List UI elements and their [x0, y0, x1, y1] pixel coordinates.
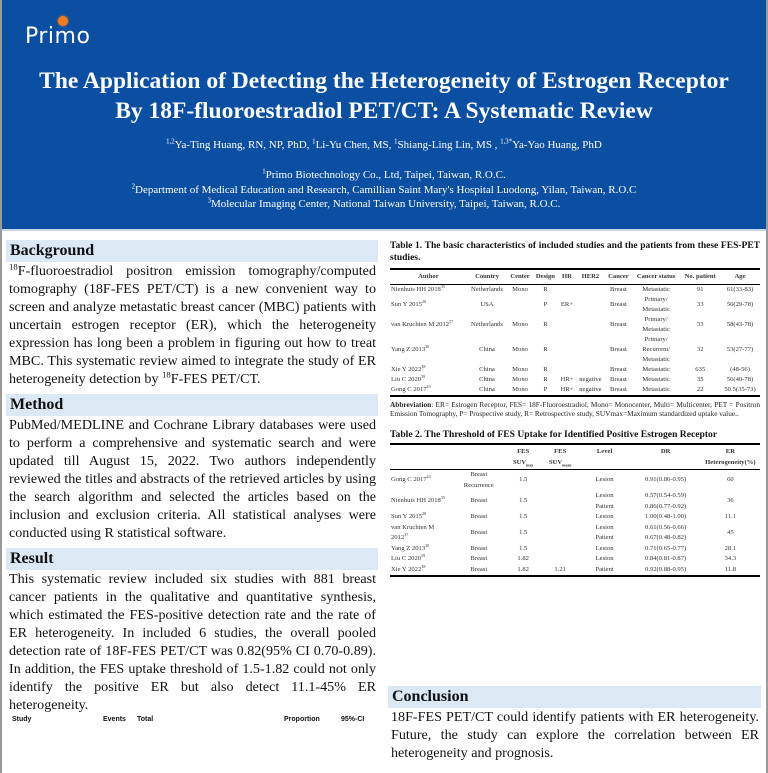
t2-col-suvmax	[505, 444, 542, 470]
reference-sup: 35	[440, 495, 445, 501]
result-text: This systematic review included six studies with 881 breast cancer patients in the qualitative and quantitative synthesis, which estimated the FES-positive detection rate and the rate of ER heterogeneity. In included 6 studies, the overall pooled detection rate of 18F-FES PET/CT was 0.82(95% CI 0.70-0.89). In addition, the FES uptake threshold of 1.5-1.82 could not only identify the positive ER but also detect 11.1-45% ER heterogeneity.	[9, 571, 376, 713]
t2-col-level	[579, 444, 631, 470]
t1-her2	[576, 335, 605, 365]
background-text-part: F-fluoroestradiol positron emission tomography/computed tomography (18F-FES PET/CT) is a new convenient way to screen and analyze metastatic breast cancer (MBC) patients with uncertain estrogen receptor (ER), which the heterogeneity expression has long been a problem in figuring out how to treat MBC. This systematic review aimed to integrate the study of ER heterogeneity detection by	[9, 263, 376, 387]
author-sup: 1	[394, 138, 398, 146]
t2-cancer: Breast	[470, 513, 488, 520]
table2-row	[390, 565, 760, 577]
t2-suvmax: 1.5	[519, 513, 528, 520]
t1-cancer: Breast	[610, 346, 627, 353]
level-label: Level	[596, 448, 613, 455]
t2-dr: 0.84(0.81-0.87)	[645, 555, 687, 562]
t2-col-cancer	[453, 444, 505, 470]
author-name: Ya-Yao Huang, PhD	[512, 139, 602, 151]
t1-cancer: Breast	[610, 321, 627, 328]
t1-center	[507, 295, 533, 315]
t1-col-header: Design	[533, 269, 558, 285]
author-name: Gong C 2017	[391, 476, 427, 484]
t1-hr	[558, 285, 576, 296]
reference-sup: 37	[449, 318, 454, 324]
isotope-sup: 18	[9, 261, 18, 272]
author-name: Li-Yu Chen, MS,	[315, 139, 395, 151]
conclusion-text: 18F-FES PET/CT could identify patients with ER heterogeneity. Future, the study can explore the correlation between ER heterogeneity and prognosis.	[391, 709, 759, 761]
author-name: Yang Z 2013	[391, 346, 426, 353]
table1	[390, 268, 760, 397]
t1-her2	[576, 365, 605, 375]
right-column	[390, 240, 760, 577]
t2-dr: 0.57(0.54-0.59)	[645, 492, 687, 499]
t1-col-header: Author	[390, 269, 467, 285]
conclusion-heading: Conclusion	[388, 686, 761, 708]
forest-col-total: Total	[137, 716, 154, 723]
table1-row	[390, 365, 760, 375]
t1-center: Mono	[512, 286, 528, 293]
t1-design: P	[543, 301, 548, 308]
t1-her2	[576, 315, 605, 335]
table1-row	[390, 335, 760, 365]
author-sup: 1,2	[166, 138, 175, 146]
table2-row	[390, 554, 760, 565]
reference-sup: 30	[425, 542, 430, 548]
t1-age: 56(29-78)	[726, 301, 754, 308]
table1-caption: Table 1. The basic characteristics of included studies and the patients from these FES-PET studies.	[390, 241, 760, 263]
table1-row	[390, 385, 760, 396]
t2-suvmean	[542, 491, 579, 512]
conclusion-section	[388, 686, 761, 768]
t1-center: Mono	[512, 346, 528, 353]
abbreviation-text: : ER= Estrogen Receptor, FES= 18F-Fluoroestradiol, Mono= Monocenter, Multi= Multicenter, PET = Positron Emission Tomography, P= Prospective study, R= Retrospective study, SUVmax=Maximum standardized uptake value..	[390, 400, 760, 418]
t2-suvmean	[542, 512, 579, 523]
t1-author	[390, 315, 467, 335]
reference-sup: 28	[422, 510, 427, 516]
t2-author	[390, 565, 453, 577]
t2-suvmean	[542, 523, 579, 544]
t1-cancer: Breast	[610, 286, 627, 293]
suvmax-top: FES	[517, 448, 530, 455]
t2-suvmax: 1.5	[519, 497, 528, 505]
t2-er: 11.1	[724, 513, 737, 520]
author-name: Sun Y 2015	[391, 301, 423, 308]
t1-col-header: Center	[507, 269, 533, 285]
t1-country: China	[479, 366, 495, 373]
t2-author	[390, 491, 453, 512]
t1-center: Mono	[512, 366, 528, 373]
affiliation-text: Molecular Imaging Center, National Taiwan University, Taipei, Taiwan, R.O.C.	[211, 198, 561, 210]
background-text	[6, 262, 378, 388]
reference-sup: 43	[426, 383, 431, 389]
title-line-1: The Application of Detecting the Heterogeneity of Estrogen Receptor	[39, 68, 729, 94]
t2-cancer: Breast	[470, 565, 488, 573]
t1-status: Metastatic	[642, 376, 670, 383]
suvmean-sub: mean	[562, 462, 572, 468]
t2-level: Patient	[595, 534, 614, 541]
t1-country: Netherlands	[471, 321, 503, 328]
t2-author	[390, 470, 453, 492]
t1-age: 50.5(35-73)	[724, 386, 756, 393]
left-column	[6, 240, 378, 726]
reference-sup: 30	[425, 343, 430, 349]
reference-sup: 28	[422, 298, 427, 304]
t1-age: 56(40-78)	[726, 376, 754, 383]
table2-row	[390, 470, 760, 492]
t1-design: R	[543, 346, 548, 353]
t2-suvmax: 1.82	[517, 555, 529, 562]
affiliation	[0, 197, 768, 212]
t2-author	[390, 512, 453, 523]
t2-er: 36	[727, 497, 734, 505]
t1-her2: negative	[579, 386, 602, 393]
t1-country: China	[479, 346, 495, 353]
author-name: Gong C 2017	[391, 386, 427, 393]
affiliation-sup: 1	[262, 168, 266, 176]
t2-level: Lesion	[595, 513, 614, 520]
t2-dr: 1.00(0.48-1.00)	[645, 513, 687, 520]
reference-sup: 39	[421, 373, 426, 379]
t1-design: R	[543, 366, 548, 373]
abbreviation-label: Abbreviation	[390, 400, 432, 409]
t1-status: Primary/ Metastatic	[642, 316, 670, 333]
t1-hr: ER+	[560, 301, 574, 308]
t1-author	[390, 385, 467, 396]
author-name: Shiang-Ling Lin, MS ,	[397, 139, 501, 151]
author-name: Liu C 2020	[391, 555, 422, 562]
t2-er: 45	[727, 528, 734, 536]
suvmax-base: SUV	[512, 459, 527, 466]
title-line-2: By 18F-fluoroestradiol PET/CT: A Systematic Review	[115, 98, 653, 124]
t2-suvmean	[542, 544, 579, 555]
t2-er: 34.3	[724, 555, 737, 562]
t1-center: Mono	[512, 321, 528, 328]
t1-status: Metastatic	[642, 366, 670, 373]
poster-header	[0, 0, 768, 231]
t1-hr: HR+	[560, 386, 574, 393]
author-name: Xie Y 2022	[391, 565, 422, 573]
t1-center: Mono	[512, 386, 528, 393]
author-name: Sun Y 2015	[391, 513, 423, 520]
t1-patients: 32	[696, 346, 704, 353]
t1-patients: 91	[696, 286, 704, 293]
suvmean-top: FES	[554, 448, 567, 455]
affiliation-text: Primo Biotechnology Co., Ltd, Taipei, Taiwan, R.O.C.	[265, 169, 506, 181]
author-name: Nienhuis HH 2018	[391, 286, 441, 293]
t2-level: Lesion	[595, 523, 614, 531]
t1-hr: HR+	[560, 376, 574, 383]
t1-cancer: Breast	[610, 386, 627, 393]
author-name: van Kruchten M 2012	[391, 523, 435, 541]
t1-status: Metastatic	[642, 386, 670, 393]
affiliation-sup: 3	[207, 197, 212, 205]
t2-er: 28.1	[724, 544, 737, 552]
t2-level: Lesion	[595, 492, 614, 499]
t1-hr	[558, 335, 576, 365]
table2-row	[390, 544, 760, 555]
affiliation-text: Department of Medical Education and Research, Camillian Saint Mary's Hospital Luodong, Yilan, Taiwan, R.O.C	[135, 183, 637, 196]
affiliation	[0, 168, 768, 183]
t2-suvmean: 1.21	[554, 565, 566, 573]
t2-dr: 0.92(0.88-0.95)	[645, 565, 687, 573]
table1-row	[390, 315, 760, 335]
t2-col-author	[390, 444, 453, 470]
forest-col-events: Events	[103, 716, 126, 723]
t2-level: Lesion	[595, 544, 614, 552]
author-name: Xie Y 2022	[391, 366, 422, 373]
t1-status: Primary/ Metastatic	[642, 296, 670, 313]
t1-age: 58(43-78)	[726, 321, 754, 328]
t2-level: Patient	[595, 502, 614, 510]
primo-logo	[25, 14, 105, 50]
reference-sup: 37	[404, 531, 409, 537]
table2-row	[390, 512, 760, 523]
t2-suvmax: 1.82	[517, 565, 529, 573]
forest-col-ci: 95%-CI	[341, 716, 365, 723]
t1-col-header: HER2	[576, 269, 605, 285]
t2-level: Patient	[595, 565, 614, 573]
table1-row	[390, 295, 760, 315]
t1-author	[390, 295, 467, 315]
t2-col-dr	[630, 444, 700, 470]
t1-age: 61(33-83)	[726, 286, 754, 293]
er-top: ER	[725, 448, 735, 455]
t1-design: P	[543, 386, 548, 393]
t1-design: R	[543, 376, 548, 383]
t1-age: (48-56)	[730, 366, 750, 373]
t2-cancer: Breast	[470, 544, 488, 552]
t1-country: China	[479, 386, 495, 393]
forest-col-proportion: Proportion	[284, 716, 320, 723]
t1-patients: 33	[696, 301, 704, 308]
t1-cancer: Breast	[610, 301, 627, 308]
t1-her2	[576, 295, 605, 315]
t1-country: China	[479, 376, 495, 383]
t1-col-header: Cancer status	[632, 269, 680, 285]
t2-dr: 0.91(0.86-0.95)	[645, 476, 687, 484]
table2	[390, 443, 760, 577]
affiliation-sup: 2	[131, 182, 136, 190]
t2-col-suvmean	[542, 444, 579, 470]
t1-patients: 635	[695, 366, 706, 373]
isotope-sup: 18	[162, 369, 171, 380]
forest-plot-header	[6, 716, 378, 726]
author-name: van Kruchten M 2012	[391, 321, 450, 328]
t1-author	[390, 285, 467, 296]
t1-cancer: Breast	[610, 366, 627, 373]
t2-dr: 0.86(0.77-0.92)	[645, 502, 687, 510]
author-name: Yang Z 2013	[391, 544, 426, 552]
affiliation-list	[0, 168, 768, 212]
affiliation	[0, 183, 768, 198]
t2-dr: 0.67(0.48-0.82)	[645, 534, 687, 541]
t1-design: R	[543, 321, 548, 328]
table2-row	[390, 491, 760, 502]
t1-age: 53(27-77)	[726, 346, 754, 353]
reference-sup: 35	[440, 283, 445, 289]
t2-cancer: Breast	[470, 555, 488, 562]
reference-sup: 39	[421, 552, 426, 558]
author-list	[0, 139, 768, 151]
t1-hr	[558, 365, 576, 375]
author-name: Nienhuis HH 2018	[391, 497, 441, 505]
t1-col-header: No. patient	[680, 269, 720, 285]
t1-design: R	[543, 286, 548, 293]
reference-sup: 38	[421, 363, 426, 369]
table1-row	[390, 375, 760, 385]
table2-row	[390, 523, 760, 534]
t2-suvmean	[542, 470, 579, 492]
t1-country: USA	[480, 301, 494, 308]
t2-level: Lesion	[595, 476, 614, 484]
t2-level: Lesion	[595, 555, 614, 562]
t1-col-header: HR	[558, 269, 576, 285]
t2-suvmean	[542, 554, 579, 565]
t2-suvmax: 1.5	[519, 528, 528, 536]
t1-status: Primary/ Recurrent/ Metastatic	[642, 336, 671, 363]
table1-row	[390, 285, 760, 296]
suvmax-sub: max	[526, 462, 534, 468]
dr-label: DR	[660, 448, 671, 455]
t2-suvmax: 1.5	[519, 476, 528, 484]
reference-sup: 43	[426, 474, 431, 480]
author-name: Liu C 2020	[391, 376, 422, 383]
er-bottom: Heterogeneity(%)	[705, 459, 756, 466]
t1-patients: 22	[696, 386, 704, 393]
poster-title	[0, 66, 768, 126]
reference-sup: 38	[421, 563, 426, 569]
t1-patients: 33	[696, 321, 704, 328]
result-heading: Result	[6, 548, 378, 570]
t2-cancer: Breast Recurrence	[463, 471, 494, 489]
author-sup: 1	[312, 138, 316, 146]
t1-her2	[576, 285, 605, 296]
t2-dr: 0.71(0.65-0.77)	[645, 544, 687, 552]
t1-center: Mono	[512, 376, 528, 383]
t2-author	[390, 523, 453, 544]
t1-hr	[558, 315, 576, 335]
table1-abbreviation	[390, 400, 760, 418]
author-name: Ya-Ting Huang, RN, NP, PhD,	[174, 139, 313, 151]
t1-her2: negative	[579, 376, 602, 383]
t2-suvmax: 1.5	[519, 544, 528, 552]
t2-cancer: Breast	[470, 528, 488, 536]
background-heading: Background	[6, 240, 378, 262]
t1-col-header: Age	[720, 269, 760, 285]
background-text-part: F-FES PET/CT.	[170, 371, 261, 387]
forest-col-study: Study	[12, 716, 32, 723]
logo-text: Primo	[25, 24, 91, 49]
t1-author	[390, 365, 467, 375]
author-sup: 1,3*	[500, 138, 513, 146]
t1-cancer: Breast	[610, 376, 627, 383]
method-heading: Method	[6, 394, 378, 416]
t1-col-header: Cancer	[605, 269, 632, 285]
suvmean-base: SUV	[548, 459, 563, 466]
t1-author	[390, 335, 467, 365]
t1-country: Netherlands	[471, 286, 503, 293]
method-text: PubMed/MEDLINE and Cochrane Library databases were used to perform a comprehensive and systematic search and were updated till August 15, 2022. Two authors independently reviewed the titles and abstracts of the retrieved articles by using the search algorithm and selected the articles based on the inclusion and exclusion criteria. All statistical analyses were conducted using R statistical software.	[9, 417, 376, 541]
t2-cancer: Breast	[470, 497, 488, 505]
t1-col-header: Country	[467, 269, 508, 285]
t2-dr: 0.61(0.56-0.66)	[645, 523, 687, 531]
t2-er: 11.8	[724, 565, 737, 573]
t1-status: Metastatic	[642, 286, 670, 293]
t2-col-er	[701, 444, 760, 470]
t1-patients: 35	[696, 376, 704, 383]
t2-er: 60	[727, 476, 734, 484]
table2-caption: Table 2. The Threshold of FES Uptake for Identified Positive Estrogen Receptor	[390, 429, 718, 440]
